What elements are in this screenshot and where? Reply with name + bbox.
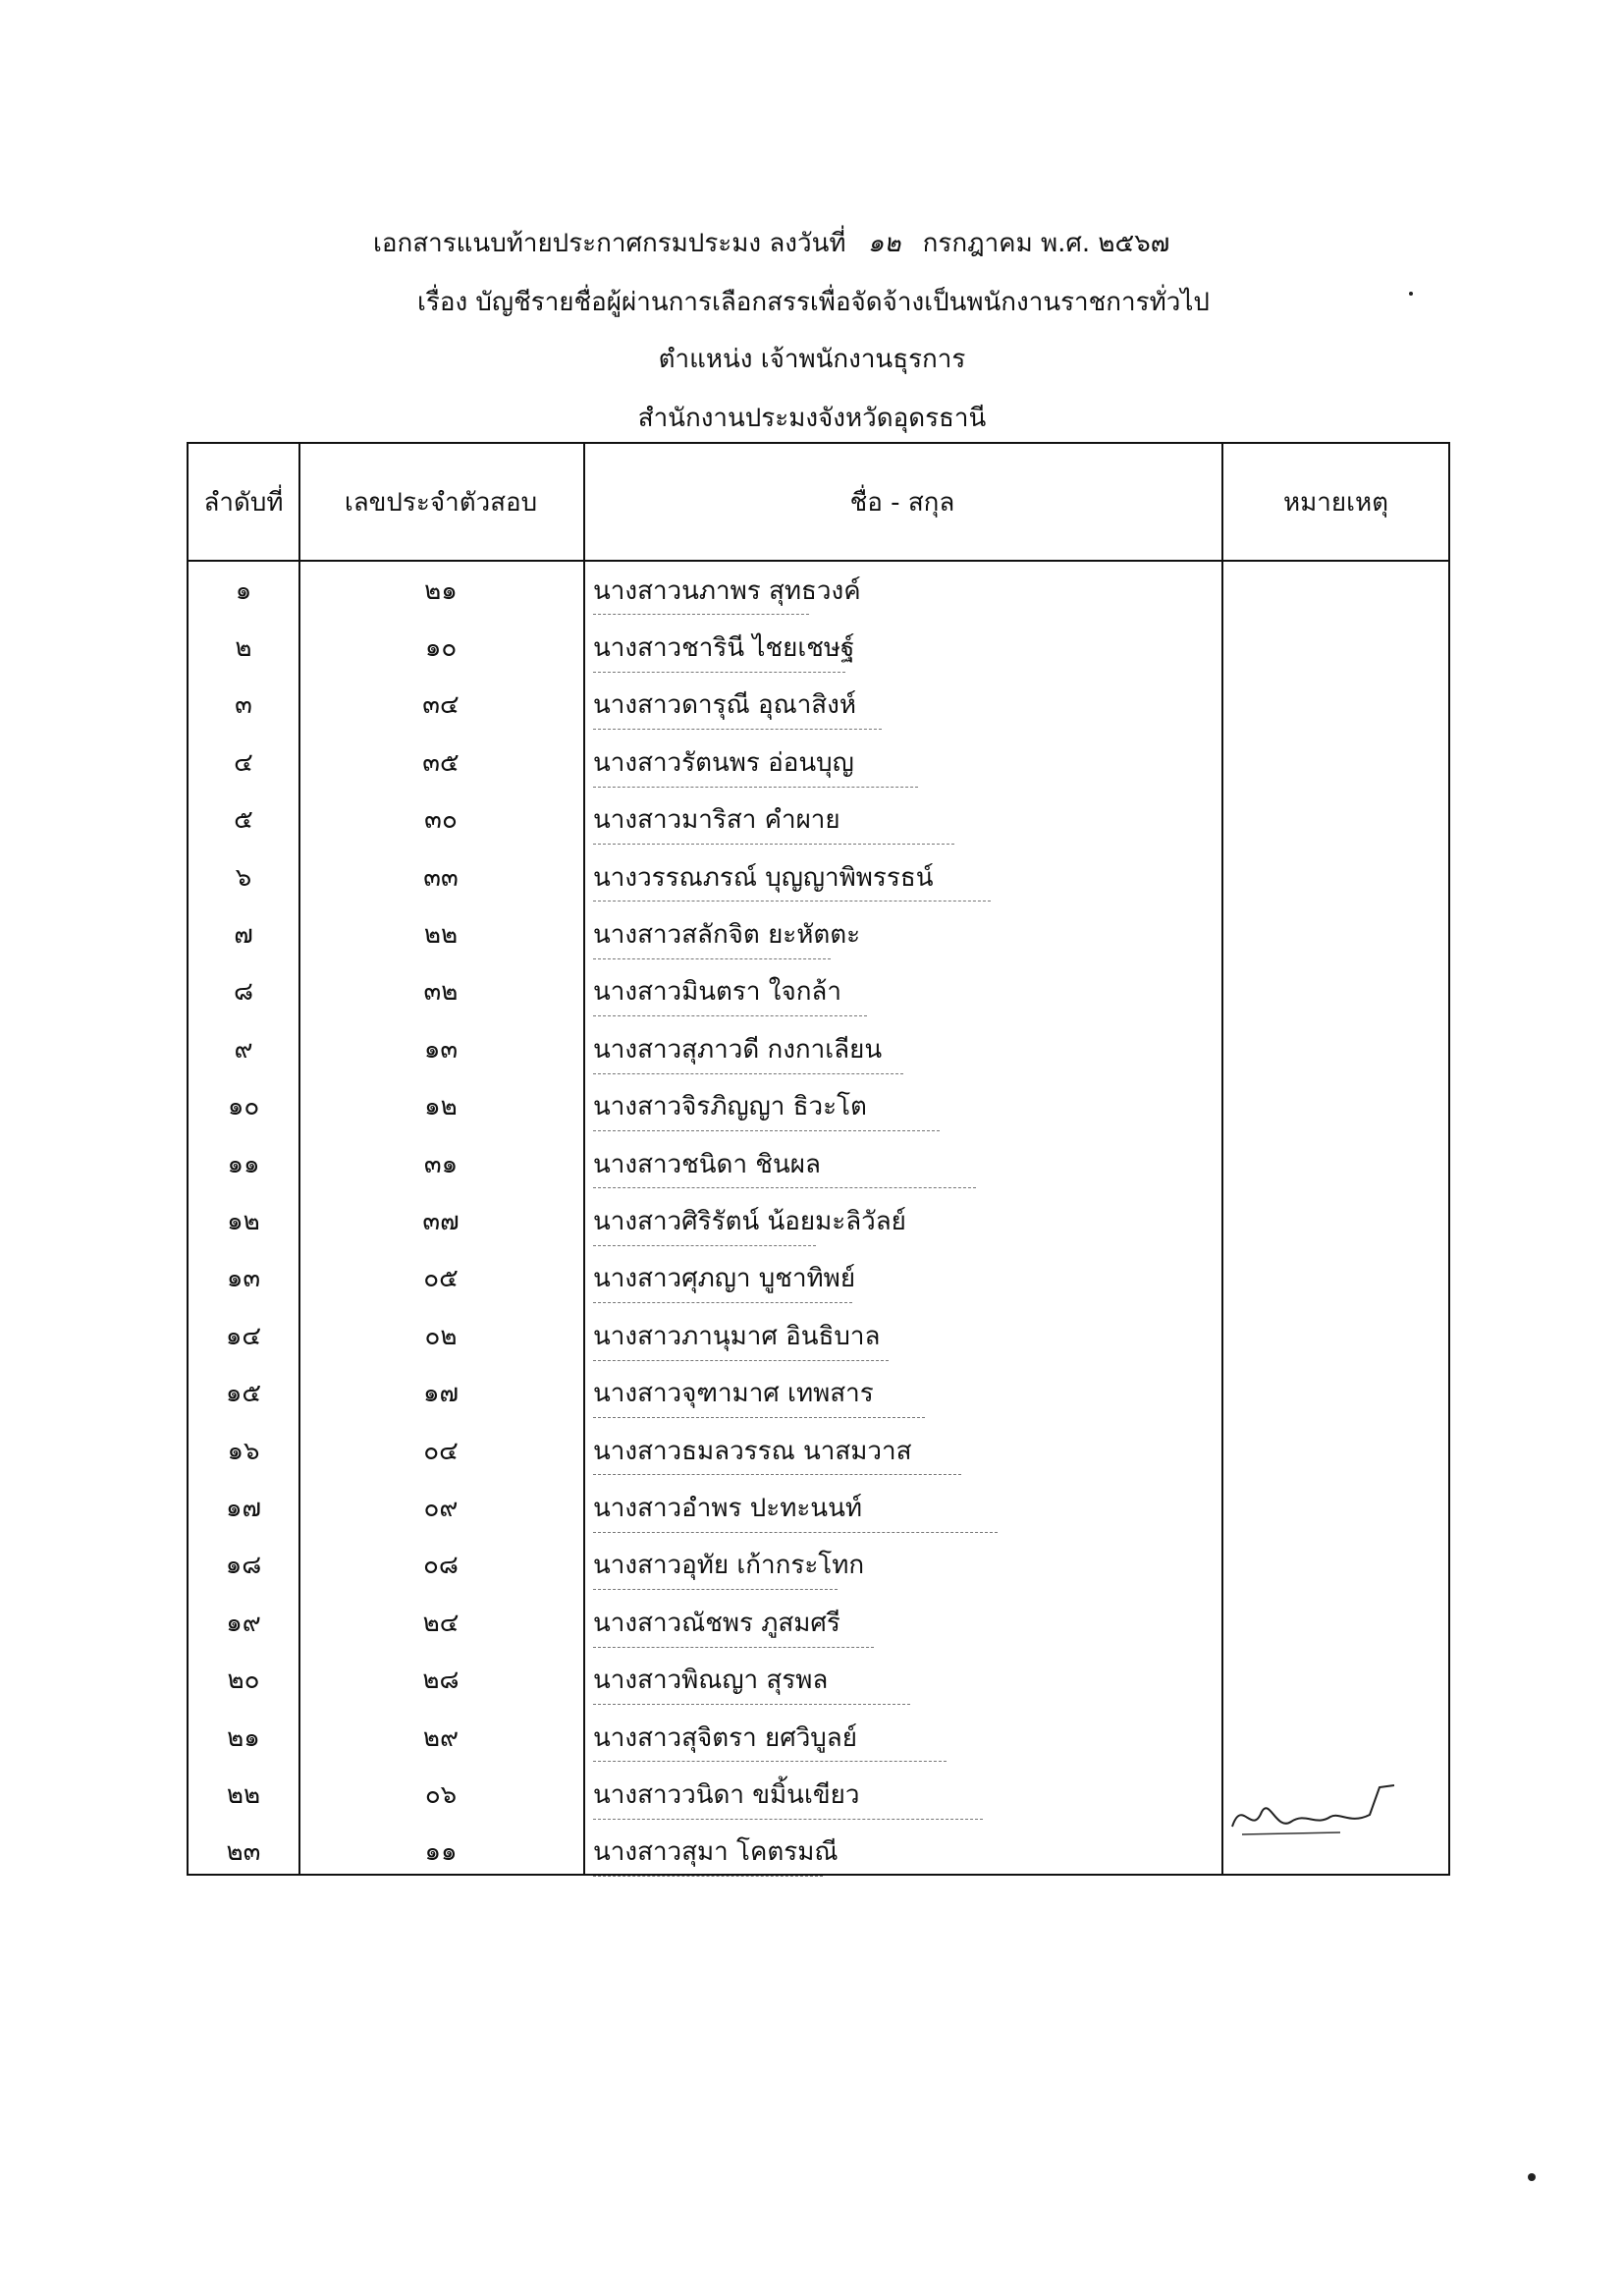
table-row (189, 562, 1448, 619)
exam-id-cell: ๑๐ (424, 633, 458, 664)
row-dotted-line (593, 1761, 947, 1762)
name-cell: นางสาวดารุณี อุณาสิงห์ (593, 690, 857, 721)
exam-id-cell: ๑๓ (423, 1034, 459, 1065)
order-cell: ๑๒ (227, 1207, 260, 1237)
row-dotted-line (593, 1532, 998, 1533)
exam-id-cell: ๓๗ (422, 1207, 460, 1237)
table-row (189, 1192, 1448, 1249)
order-cell: ๑๗ (225, 1494, 262, 1524)
name-cell: นางสาวพิณญา สุรพล (593, 1666, 829, 1696)
name-cell: นางสาวจุฑามาศ เทพสาร (593, 1379, 874, 1409)
row-dotted-line (593, 1245, 816, 1246)
signature-mark (1222, 1768, 1399, 1846)
scan-speck (1528, 2173, 1536, 2181)
note-cell (1221, 963, 1450, 1020)
note-cell (1221, 1307, 1450, 1364)
candidate-table (187, 442, 1450, 1876)
row-dotted-line (593, 787, 918, 788)
exam-id-cell: ๒๔ (422, 1608, 460, 1638)
row-dotted-line (593, 1474, 961, 1475)
note-cell (1221, 1020, 1450, 1077)
document-subject: เรื่อง บัญชีรายชื่อผู้ผ่านการเลือกสรรเพื่อจัดจ้างเป็นพนักงานราชการทั่วไป (417, 288, 1210, 317)
table-row (189, 619, 1448, 676)
table-row (189, 963, 1448, 1020)
exam-id-cell: ๓๐ (424, 805, 458, 836)
table-row (189, 905, 1448, 962)
table-row (189, 1135, 1448, 1192)
row-dotted-line (593, 1130, 940, 1131)
note-cell (1221, 1192, 1450, 1249)
name-cell: นางสาวสุจิตรา ยศวิบูลย์ (593, 1722, 857, 1753)
order-cell: ๒๒ (226, 1780, 261, 1811)
row-dotted-line (593, 672, 845, 673)
note-cell (1221, 619, 1450, 676)
note-cell (1221, 1537, 1450, 1594)
table-row (189, 734, 1448, 791)
note-cell (1221, 1652, 1450, 1709)
note-cell (1221, 1422, 1450, 1479)
row-dotted-line (593, 1876, 823, 1877)
row-dotted-line (593, 844, 954, 845)
note-cell (1221, 562, 1450, 619)
name-cell: นางสาวนภาพร สุทธวงค์ (593, 575, 861, 606)
name-cell: นางสาววนิดา ขมิ้นเขียว (593, 1780, 860, 1811)
title-month-year: กรกฎาคม พ.ศ. ๒๕๖๗ (922, 229, 1170, 258)
order-cell: ๑๑ (227, 1149, 260, 1179)
order-cell: ๑๓ (226, 1264, 261, 1294)
table-row (189, 1594, 1448, 1651)
order-cell: ๑๖ (227, 1436, 260, 1466)
order-cell: ๗ (234, 920, 253, 951)
order-cell: ๑ (235, 575, 252, 606)
row-dotted-line (593, 1360, 889, 1361)
note-cell (1221, 1135, 1450, 1192)
note-cell (1221, 905, 1450, 962)
order-cell: ๘ (233, 977, 254, 1008)
name-cell: นางสาวศุภญา บูชาทิพย์ (593, 1264, 856, 1294)
exam-id-cell: ๓๓ (423, 862, 459, 893)
row-dotted-line (593, 958, 831, 959)
row-dotted-line (593, 1015, 867, 1016)
row-dotted-line (593, 614, 809, 615)
note-cell (1221, 677, 1450, 734)
table-row (189, 1422, 1448, 1479)
table-row (189, 1537, 1448, 1594)
order-cell: ๑๕ (225, 1379, 262, 1409)
order-cell: ๒ (235, 633, 252, 664)
note-cell (1221, 848, 1450, 905)
order-cell: ๒๐ (227, 1666, 260, 1696)
exam-id-cell: ๒๑ (424, 575, 458, 606)
name-cell: นางวรรณภรณ์ บุญญาพิพรรธน์ (593, 862, 934, 893)
note-cell (1221, 1709, 1450, 1766)
exam-id-cell: ๐๙ (423, 1494, 459, 1524)
row-dotted-line (593, 1417, 925, 1418)
exam-id-cell: ๓๔ (422, 690, 460, 721)
column-header-note: หมายเหตุ (1282, 487, 1389, 518)
table-row (189, 1020, 1448, 1077)
name-cell: นางสาวภานุมาศ อินธิบาล (593, 1321, 881, 1351)
exam-id-cell: ๐๒ (424, 1321, 458, 1351)
exam-id-cell: ๒๘ (422, 1666, 460, 1696)
row-dotted-line (593, 1187, 976, 1188)
row-dotted-line (593, 1819, 983, 1820)
row-dotted-line (593, 1073, 903, 1074)
exam-id-cell: ๑๑ (424, 1837, 458, 1868)
table-row (189, 1709, 1448, 1766)
note-cell (1221, 1078, 1450, 1135)
name-cell: นางสาวสลักจิต ยะหัตตะ (593, 920, 861, 951)
order-cell: ๑๐ (227, 1092, 260, 1122)
exam-id-cell: ๓๑ (423, 1149, 459, 1179)
exam-id-cell: ๓๕ (422, 747, 460, 778)
table-row (189, 792, 1448, 848)
note-cell (1221, 1479, 1450, 1536)
order-cell: ๕ (234, 805, 253, 836)
name-cell: นางสาวชนิดา ชินผล (593, 1149, 821, 1179)
table-row (189, 848, 1448, 905)
exam-id-cell: ๑๒ (424, 1092, 458, 1122)
table-row (189, 1365, 1448, 1422)
exam-id-cell: ๒๙ (422, 1722, 460, 1753)
title-prefix: เอกสารแนบท้ายประกาศกรมประมง ลงวันที่ (373, 229, 846, 258)
document-title (373, 226, 1257, 261)
note-cell (1221, 792, 1450, 848)
table-row (189, 677, 1448, 734)
table-header (189, 444, 1448, 562)
name-cell: นางสาวอำพร ปะทะนนท์ (593, 1494, 862, 1524)
row-dotted-line (593, 1589, 838, 1590)
order-cell: ๑๘ (225, 1551, 262, 1581)
order-cell: ๔ (234, 747, 253, 778)
office-name: สำนักงานประมงจังหวัดอุดรธานี (637, 404, 987, 433)
title-day: ๑๒ (867, 229, 901, 258)
column-header-order: ลำดับที่ (203, 487, 284, 518)
note-cell (1221, 1594, 1450, 1651)
note-cell (1221, 734, 1450, 791)
name-cell: นางสาวมาริสา คำผาย (593, 805, 840, 836)
exam-id-cell: ๐๕ (423, 1264, 459, 1294)
name-cell: นางสาวอุทัย เก้ากระโทก (593, 1551, 865, 1581)
row-dotted-line (593, 1647, 874, 1648)
table-row (189, 1250, 1448, 1307)
column-header-exam-id: เลขประจำตัวสอบ (344, 487, 538, 518)
note-cell (1221, 1250, 1450, 1307)
order-cell: ๙ (234, 1034, 253, 1065)
name-cell: นางสาวธมลวรรณ นาสมวาส (593, 1436, 912, 1466)
table-row (189, 1307, 1448, 1364)
order-cell: ๒๓ (226, 1837, 261, 1868)
name-cell: นางสาวมินตรา ใจกล้า (593, 977, 841, 1008)
name-cell: นางสาวณัชพร ภูสมศรี (593, 1608, 840, 1638)
order-cell: ๑๔ (225, 1321, 262, 1351)
exam-id-cell: ๒๒ (423, 920, 459, 951)
exam-id-cell: ๐๔ (423, 1436, 459, 1466)
order-cell: ๖ (235, 862, 252, 893)
table-row (189, 1479, 1448, 1536)
name-cell: นางสาวสุมา โคตรมณี (593, 1837, 839, 1868)
name-cell: นางสาวจิรภิญญา ธิวะโต (593, 1092, 867, 1122)
order-cell: ๒๑ (227, 1722, 260, 1753)
row-dotted-line (593, 1704, 910, 1705)
order-cell: ๓ (235, 690, 252, 721)
name-cell: นางสาวสุภาวดี กงกาเลียน (593, 1034, 883, 1065)
table-row (189, 1078, 1448, 1135)
column-header-name: ชื่อ - สกุล (849, 487, 955, 518)
row-dotted-line (593, 901, 991, 902)
exam-id-cell: ๐๘ (423, 1551, 459, 1581)
exam-id-cell: ๐๖ (424, 1780, 458, 1811)
exam-id-cell: ๓๒ (423, 977, 459, 1008)
table-row (189, 1652, 1448, 1709)
name-cell: นางสาวชารินี ไชยเชษฐ์ (593, 633, 855, 664)
position-title: ตำแหน่ง เจ้าพนักงานธุรการ (658, 345, 966, 374)
row-dotted-line (593, 1302, 852, 1303)
exam-id-cell: ๑๗ (422, 1379, 460, 1409)
order-cell: ๑๙ (226, 1608, 261, 1638)
name-cell: นางสาวรัตนพร อ่อนบุญ (593, 747, 854, 778)
scan-speck (1409, 292, 1413, 296)
note-cell (1221, 1365, 1450, 1422)
name-cell: นางสาวศิริรัตน์ น้อยมะลิวัลย์ (593, 1207, 906, 1237)
row-dotted-line (593, 729, 882, 730)
